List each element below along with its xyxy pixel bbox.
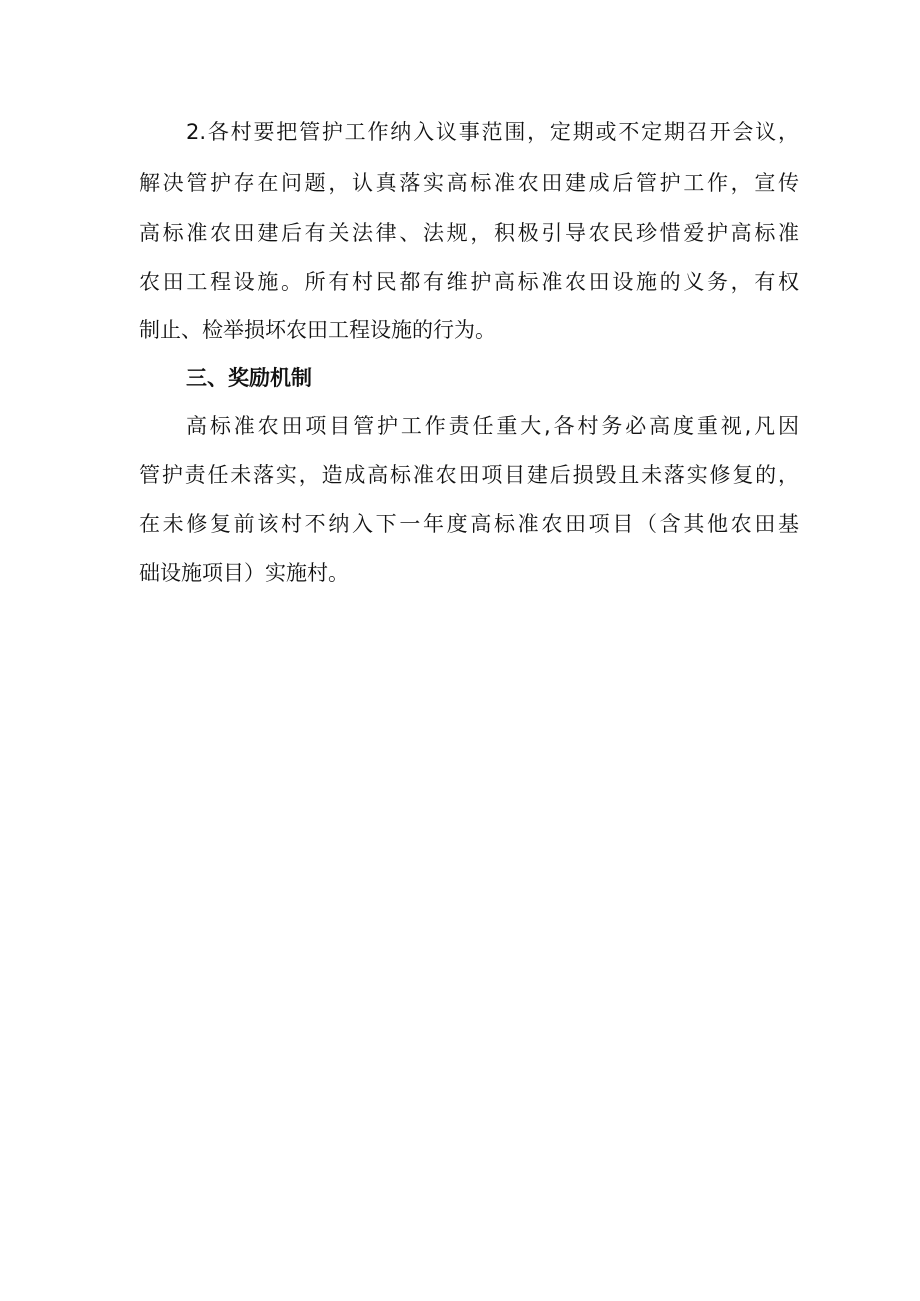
section-3-line-2: 管护责任未落实，造成高标准农田项目建后损毁且未落实修复的， xyxy=(139,463,799,487)
paragraph-1-line-2: 解决管护存在问题，认真落实高标准农田建成后管护工作，宣传 xyxy=(139,171,799,195)
section-3-line-1: 高标准农田项目管护工作责任重大,各村务必高度重视,凡因 xyxy=(186,414,799,438)
paragraph-1-line-4: 农田工程设施。所有村民都有维护高标准农田设施的义务，有权 xyxy=(139,270,799,294)
section-3-line-4: 础设施项目）实施村。 xyxy=(139,561,349,585)
paragraph-1-line-1: 2.各村要把管护工作纳入议事范围，定期或不定期召开会议， xyxy=(186,120,799,144)
section-3-line-3: 在未修复前该村不纳入下一年度高标准农田项目（含其他农田基 xyxy=(139,512,799,536)
paragraph-1-line-5: 制止、检举损坏农田工程设施的行为。 xyxy=(139,318,496,342)
section-3-heading: 三、奖励机制 xyxy=(186,366,312,390)
paragraph-1-line-3: 高标准农田建后有关法律、法规，积极引导农民珍惜爱护高标准 xyxy=(139,221,799,245)
